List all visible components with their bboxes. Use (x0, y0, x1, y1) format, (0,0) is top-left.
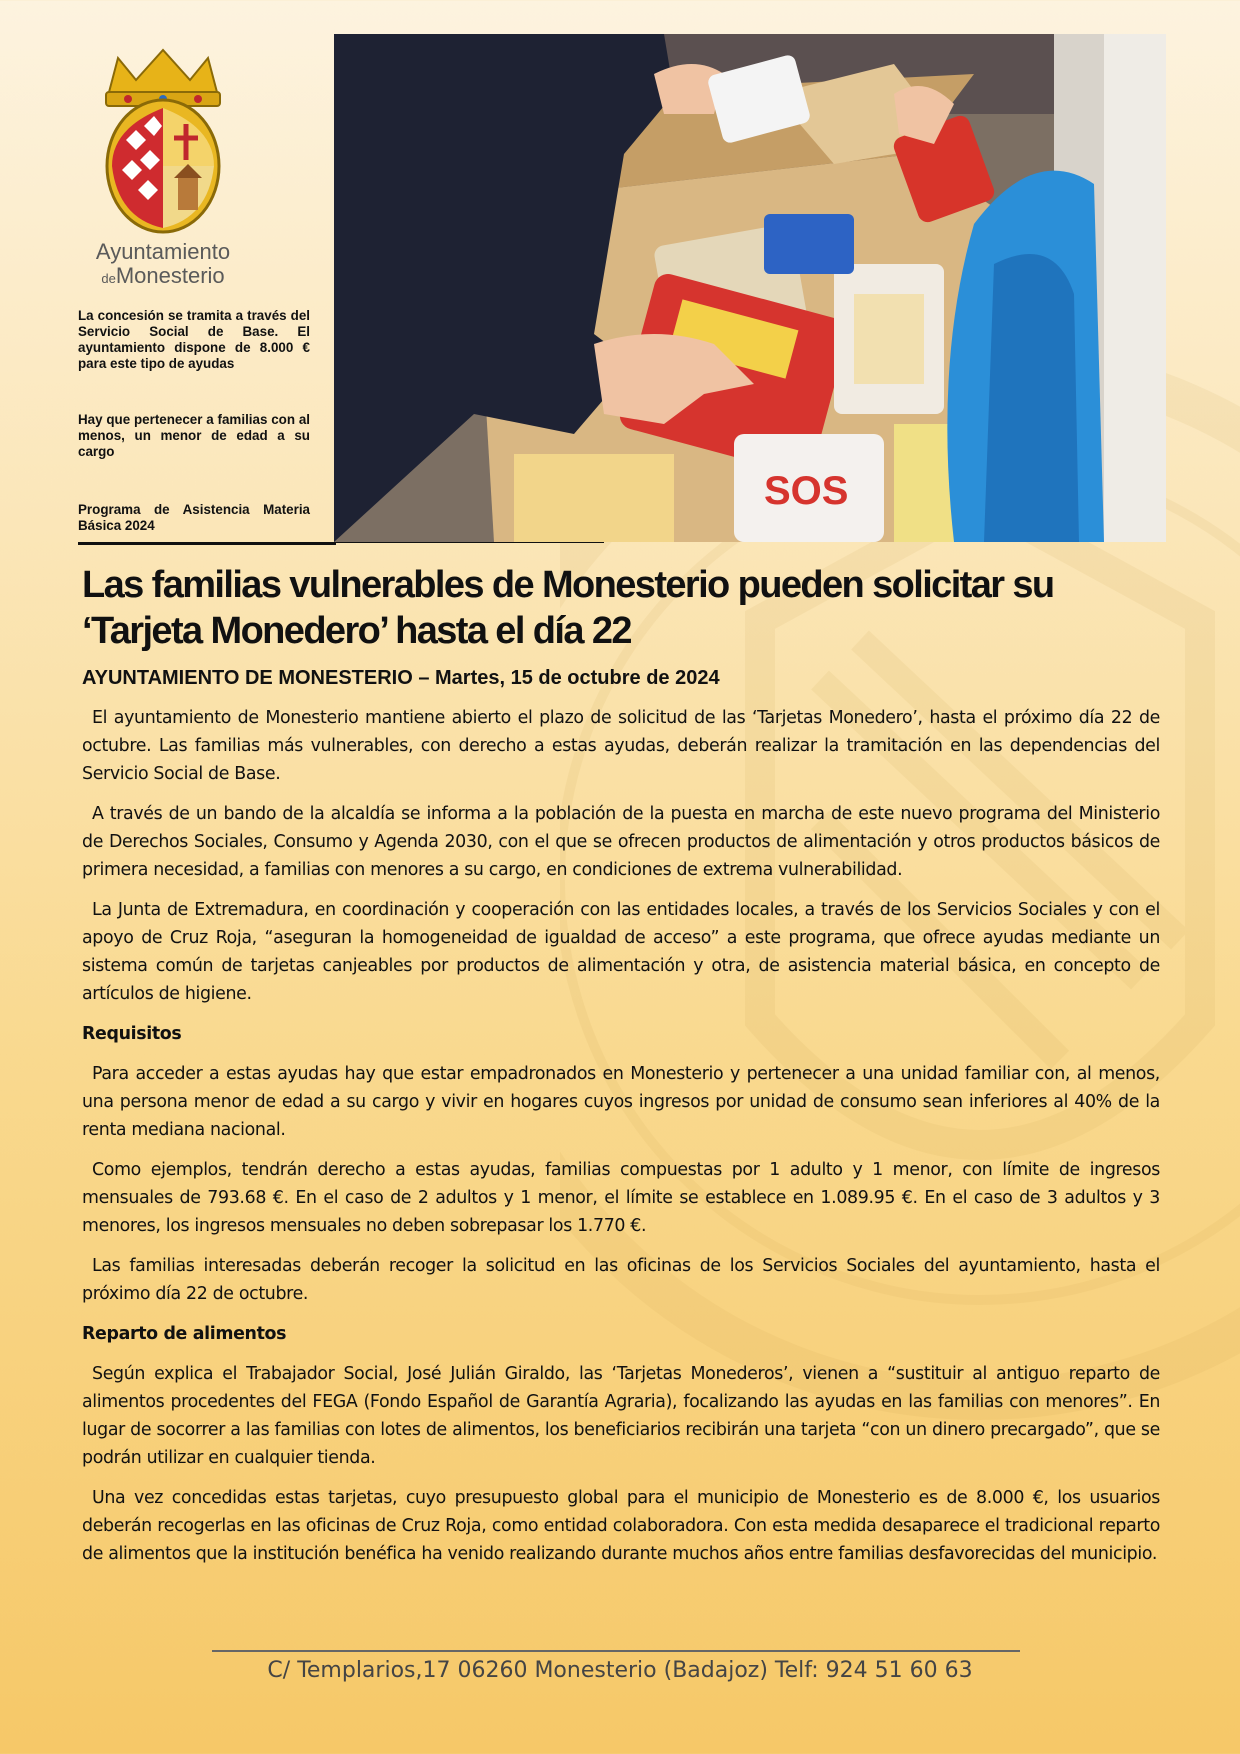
body-paragraph: Para acceder a estas ayudas hay que estar empadronados en Monesterio y pertenecer a una unidad familiar con, al menos, una persona menor de edad a su cargo y vivir en hogares cuyos ingresos por unidad de consumo sean inferiores al 40% de la renta mediana nacional. (82, 1064, 1160, 1140)
section-heading-reparto: Reparto de alimentos (82, 1324, 287, 1344)
article-body (82, 704, 1160, 1580)
logo-line-1: Ayuntamiento (95, 239, 231, 264)
coat-of-arms-icon (78, 48, 248, 238)
body-paragraph: Una vez concedidas estas tarjetas, cuyo presupuesto global para el municipio de Monesterio es de 8.000 €, los usuarios deberán recogerlas en las oficinas de Cruz Roja, como entidad colaboradora. Con esta medida desaparece el tradicional reparto de alimentos que la institución benéfica ha venido realizando durante muchos años entre familias desfavorecidas del municipio. (82, 1488, 1160, 1564)
body-paragraph: A través de un bando de la alcaldía se informa a la población de la puesta en marcha de este nuevo programa del Ministerio de Derechos Sociales, Consumo y Agenda 2030, con el que se ofrecen productos de alimentación y otros productos básicos de primera necesidad, a familias con menores a su cargo, en condiciones de extrema vulnerabilidad. (82, 804, 1160, 880)
divider-rule-thin (334, 542, 604, 543)
body-paragraph: Las familias interesadas deberán recoger la solicitud en las oficinas de los Servicios Sociales del ayuntamiento, hasta el próximo día 22 de octubre. (82, 1256, 1160, 1304)
municipal-logo (78, 48, 248, 288)
logo-line-2-name: Monesterio (115, 263, 225, 288)
food-box-photo-illustration (334, 34, 1166, 542)
side-note-1: La concesión se tramita a través del Servicio Social de Base. El ayuntamiento dispone de 8.000 € para este tipo de ayudas (78, 308, 310, 371)
body-paragraph: Según explica el Trabajador Social, José Julián Giraldo, las ‘Tarjetas Monederos’, vienen a “sustituir al antiguo reparto de alimentos procedentes del FEGA (Fondo Español de Garantía Agraria), focalizando las ayudas en las familias con menores”. En lugar de socorrer a las familias con lotes de alimentos, los beneficiarios recibirán una tarjeta “con un dinero precargado”, que se podrán utilizar en cualquier tienda. (82, 1364, 1160, 1468)
article-headline: Las familias vulnerables de Monesterio pueden solicitar su ‘Tarjeta Monedero’ hasta el día 22 (82, 564, 1054, 652)
food-box-photo (334, 34, 1166, 542)
body-paragraph: El ayuntamiento de Monesterio mantiene abierto el plazo de solicitud de las ‘Tarjetas Monedero’, hasta el próximo día 22 de octubre. Las familias más vulnerables, con derecho a estas ayudas, deberán realizar la tramitación en las dependencias del Servicio Social de Base. (82, 708, 1160, 784)
side-note-3: Programa de Asistencia Materia Básica 2024 (78, 502, 310, 533)
section-heading-requisitos: Requisitos (82, 1024, 182, 1044)
logo-line-2 (78, 264, 248, 291)
body-paragraph: La Junta de Extremadura, en coordinación y cooperación con las entidades locales, a través de los Servicios Sociales y con el apoyo de Cruz Roja, “aseguran la homogeneidad de igualdad de acceso” a este programa, que ofrece ayudas mediante un sistema común de tarjetas canjeables por productos de alimentación y otra, de asistencia material básica, en concepto de artículos de higiene. (82, 900, 1160, 1004)
logo-line-2-prefix: de (101, 271, 116, 286)
logo-text (78, 240, 248, 291)
footer-rule (212, 1650, 1020, 1652)
svg-text:SOS: SOS (764, 469, 849, 513)
footer-address: C/ Templarios,17 06260 Monesterio (Badajoz) Telf: 924 51 60 63 (267, 1658, 973, 1683)
side-note-2: Hay que pertenecer a familias con al menos, un menor de edad a su cargo (78, 412, 310, 459)
article-byline: AYUNTAMIENTO DE MONESTERIO – Martes, 15 de octubre de 2024 (82, 667, 720, 689)
body-paragraph: Como ejemplos, tendrán derecho a estas ayudas, familias compuestas por 1 adulto y 1 menor, con límite de ingresos mensuales de 793.68 €. En el caso de 2 adultos y 1 menor, el límite se establece en 1.089.95 €. En el caso de 3 adultos y 3 menores, los ingresos mensuales no deben sobrepasar los 1.770 €. (82, 1160, 1160, 1236)
divider-rule (78, 542, 336, 545)
